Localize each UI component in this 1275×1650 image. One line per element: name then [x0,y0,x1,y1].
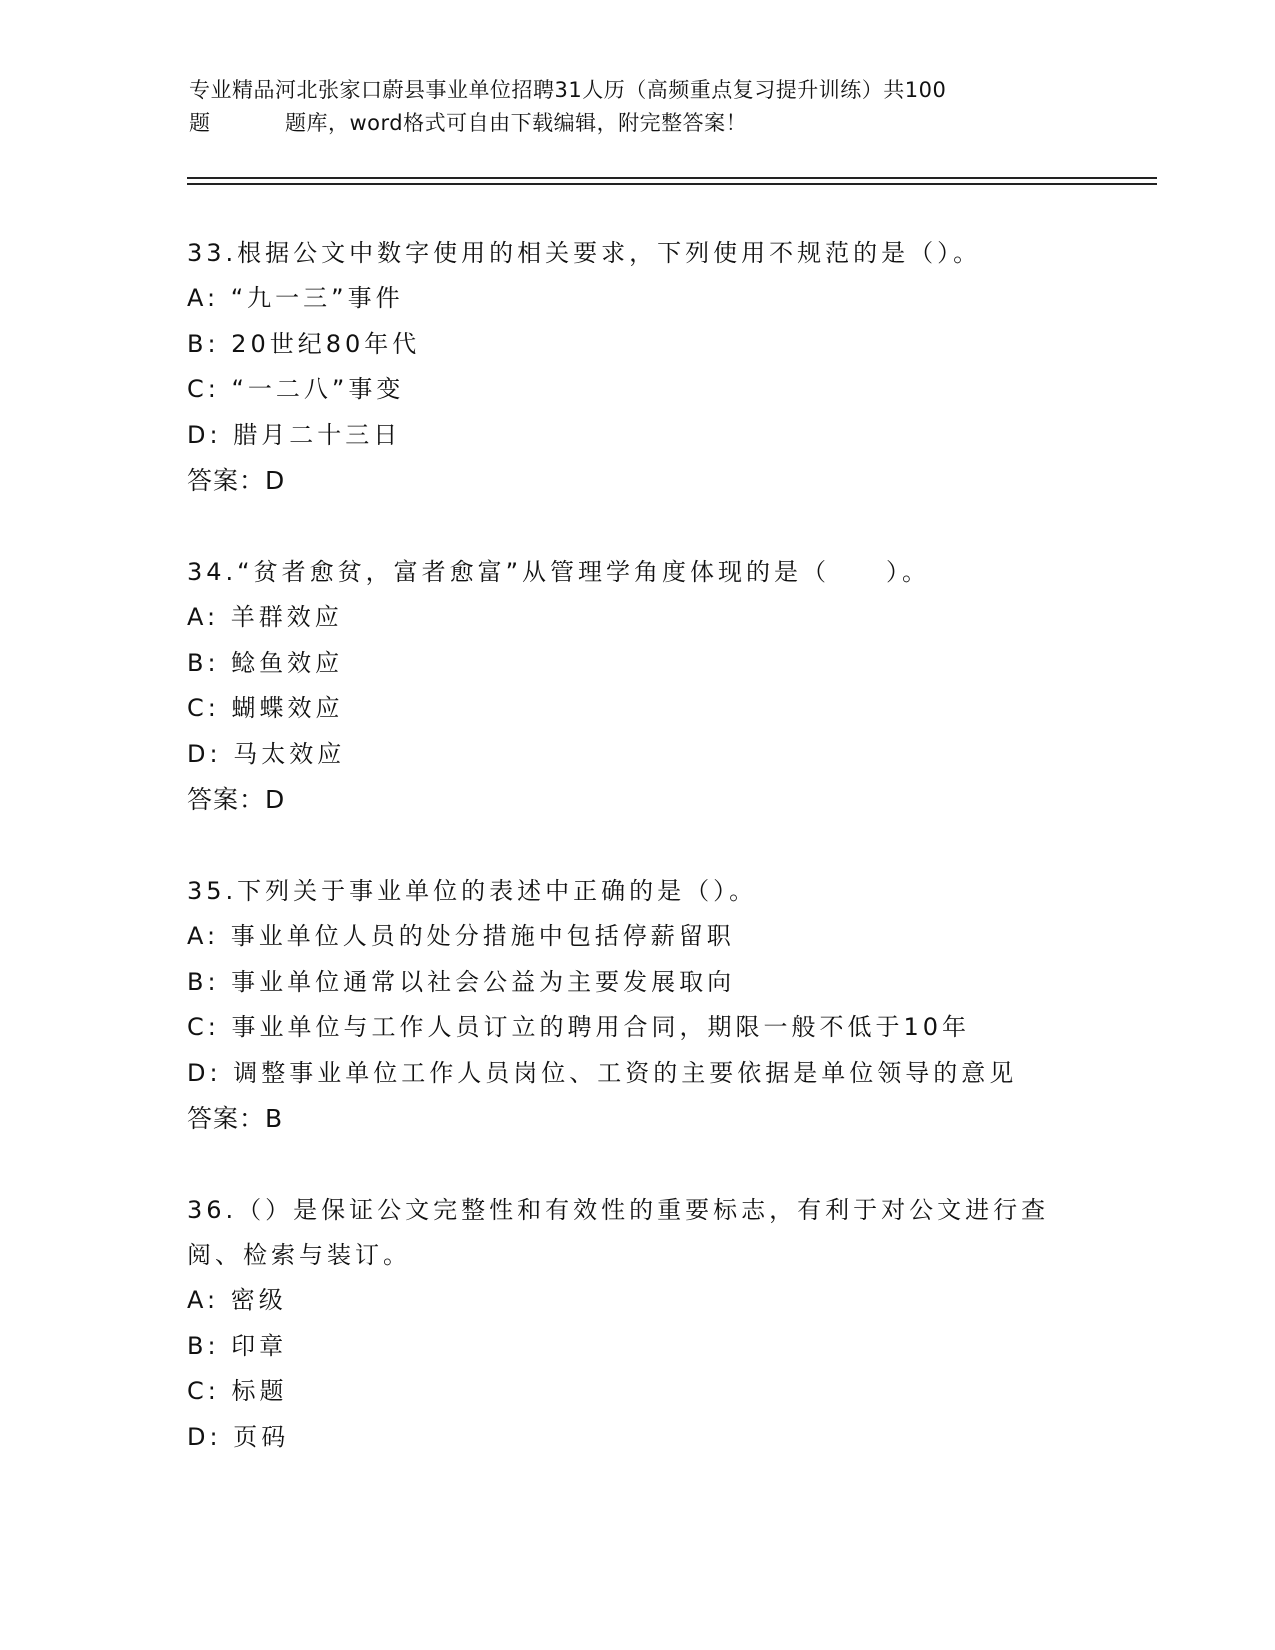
option-b: B: 印章 [187,1331,288,1360]
option-d: D: 马太效应 [187,739,346,768]
option-b: B: 事业单位通常以社会公益为主要发展取向 [187,967,736,996]
option-d: D: 页码 [187,1422,290,1451]
option-b: B: 鲶鱼效应 [187,648,344,677]
option-d: D: 腊月二十三日 [187,420,402,449]
question-list [187,231,1087,1507]
option-c: C: 事业单位与工作人员订立的聘用合同，期限一般不低于10年 [187,1013,971,1041]
header-divider-top [187,177,1157,179]
option-a: A: “九一三”事件 [187,284,404,312]
question-text: 35.下列关于事业单位的表述中正确的是（）。 [187,877,758,905]
option-c: C: “一二八”事变 [187,375,405,403]
header-line-2-lead: 题 [189,111,211,135]
option-c: C: 标题 [187,1377,288,1405]
answer-line: 答案：D [187,785,286,814]
question-text-line-2: 阅、检索与装订。 [187,1241,411,1269]
option-c: C: 蝴蝶效应 [187,694,344,722]
header-line-2 [189,107,1089,140]
question-33 [187,231,1087,503]
option-d: D: 调整事业单位工作人员岗位、工资的主要依据是单位领导的意见 [187,1058,1018,1087]
option-a: A: 羊群效应 [187,603,343,631]
header-line-1: 专业精品河北张家口蔚县事业单位招聘31人历（高频重点复习提升训练）共100 [189,78,947,102]
question-text-line-1: 36.（）是保证公文完整性和有效性的重要标志，有利于对公文进行查 [187,1196,1050,1224]
question-text: 33.根据公文中数字使用的相关要求，下列使用不规范的是（）。 [187,239,982,267]
option-a: A: 密级 [187,1286,287,1314]
header-divider-bottom [187,183,1157,185]
option-a: A: 事业单位人员的处分措施中包括停薪留职 [187,922,735,950]
question-35 [187,869,1087,1141]
answer-line: 答案：B [187,1104,284,1133]
option-b: B: 20世纪80年代 [187,329,421,358]
question-text: 34.“贫者愈贫，富者愈富”从管理学角度体现的是（ ）。 [187,558,931,586]
question-34 [187,550,1087,822]
question-36 [187,1188,1087,1460]
answer-line: 答案：D [187,466,286,495]
header-line-2-rest: 题库，word格式可自由下载编辑，附完整答案！ [285,111,748,135]
document-header [189,74,1089,140]
